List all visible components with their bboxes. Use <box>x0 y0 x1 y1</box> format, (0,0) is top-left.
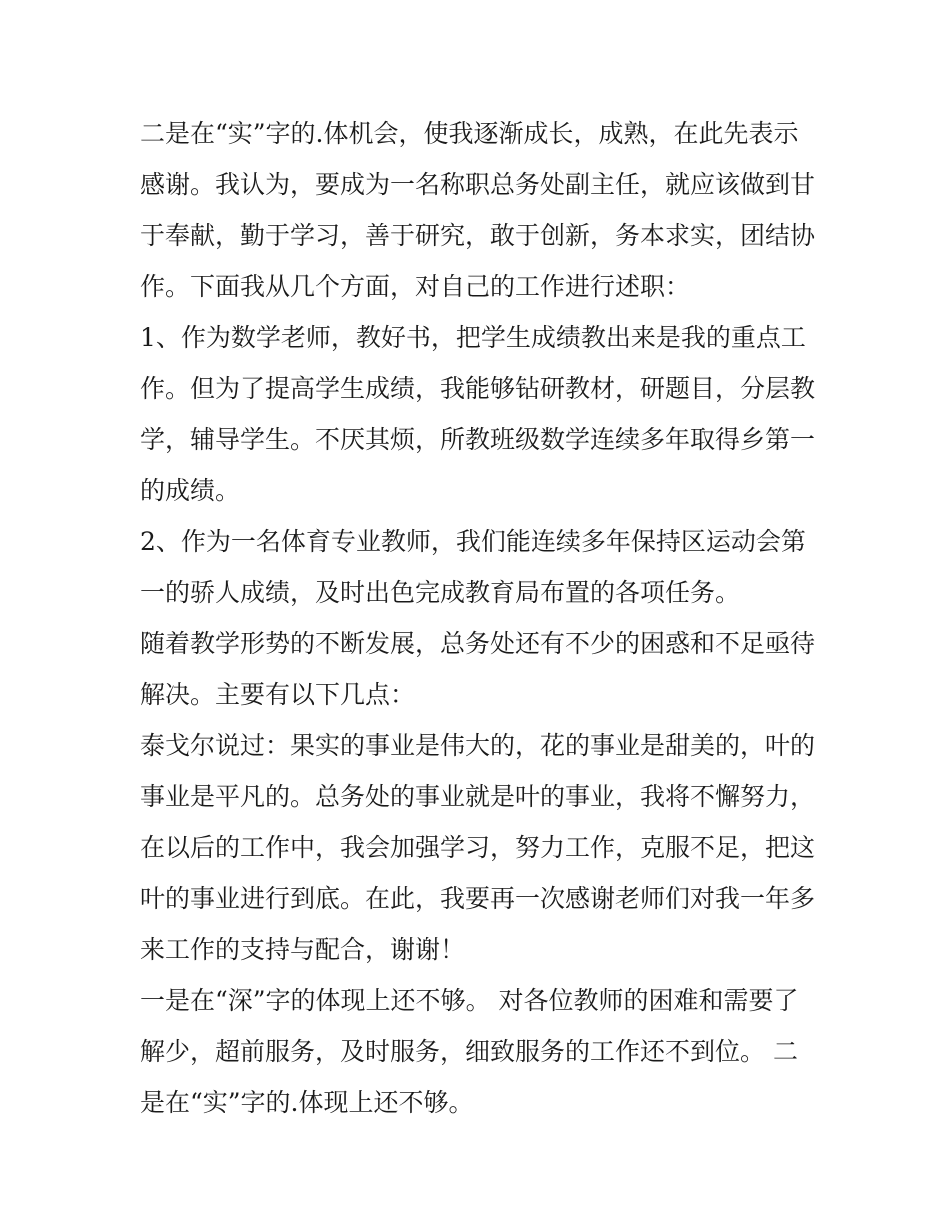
text-line: 在以后的工作中，我会加强学习，努力工作，克服不足，把这 <box>140 833 816 862</box>
text-line: 感谢。我认为，要成为一名称职总务处副主任，就应该做到甘 <box>140 170 816 199</box>
text-line: 叶的事业进行到底。在此，我要再一次感谢老师们对我一年多 <box>140 884 816 913</box>
text-line: 一是在“深”字的体现上还不够。 对各位教师的困难和需要了 <box>140 986 799 1015</box>
text-line: 是在“实”字的.体现上还不够。 <box>140 1088 474 1117</box>
text-line: 泰戈尔说过：果实的事业是伟大的，花的事业是甜美的，叶的 <box>140 731 816 760</box>
text-line: 作。但为了提高学生成绩，我能够钻研教材，研题目，分层教 <box>140 374 816 403</box>
text-line: 作。下面我从几个方面，对自己的工作进行述职： <box>140 272 691 301</box>
text-line: 的成绩。 <box>140 476 241 505</box>
text-line: 事业是平凡的。总务处的事业就是叶的事业，我将不懈努力， <box>140 782 816 811</box>
text-line: 1、作为数学老师，教好书，把学生成绩教出来是我的重点工 <box>140 323 806 352</box>
text-line: 解决。主要有以下几点： <box>140 680 416 709</box>
text-line: 随着教学形势的不断发展，总务处还有不少的困惑和不足亟待 <box>140 629 816 658</box>
text-line: 解少，超前服务，及时服务，细致服务的工作还不到位。 二 <box>140 1037 798 1066</box>
text-line: 2、作为一名体育专业教师，我们能连续多年保持区运动会第 <box>140 527 806 556</box>
text-line: 于奉献，勤于学习，善于研究，敢于创新，务本求实，团结协 <box>140 221 816 250</box>
text-line: 二是在“实”字的.体机会，使我逐渐成长，成熟，在此先表示 <box>140 119 799 148</box>
text-line: 学，辅导学生。不厌其烦，所教班级数学连续多年取得乡第一 <box>140 425 816 454</box>
text-line: 来工作的支持与配合，谢谢！ <box>140 935 466 964</box>
text-line: 一的骄人成绩，及时出色完成教育局布置的各项任务。 <box>140 578 741 607</box>
document-body <box>140 108 820 1128</box>
